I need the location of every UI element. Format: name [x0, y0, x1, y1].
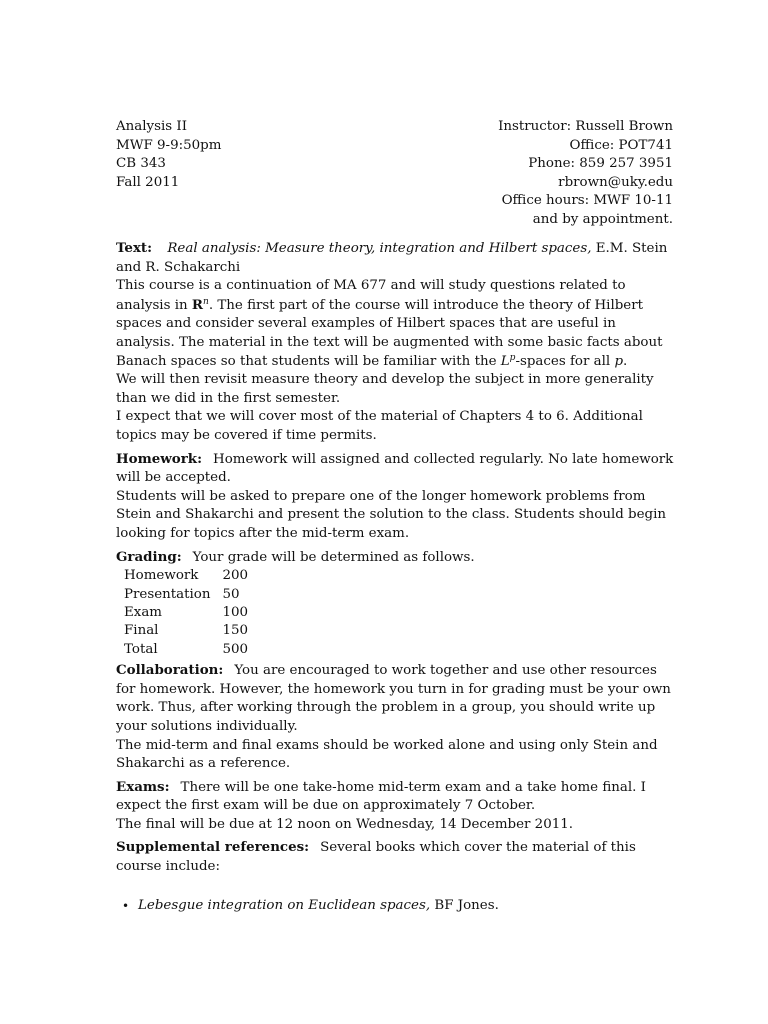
homework-heading: Homework:	[116, 450, 203, 467]
supplemental-heading: Supplemental references:	[116, 839, 310, 856]
supplemental-intro: Several books which cover the material of this course include:	[116, 840, 636, 875]
final-exam-paragraph: The final will be due at 12 noon on Wednesday, 14 December 2011.	[116, 816, 574, 832]
collaboration-section	[116, 661, 676, 774]
description-part: .	[623, 353, 628, 369]
course-term: Fall 2011	[116, 174, 180, 190]
exam-rules-paragraph: The mid-term and final exams should be worked alone and using only Stein and Shakarchi as a reference.	[116, 737, 658, 772]
dimension-exponent: n	[203, 296, 209, 307]
reference-title: Lebesgue integration on Euclidean spaces,	[138, 897, 431, 913]
grading-paragraph	[116, 548, 676, 568]
homework-paragraph	[116, 450, 676, 488]
p-variable: p	[614, 353, 624, 369]
course-name: Analysis II	[116, 119, 187, 134]
text-paragraph	[116, 239, 676, 277]
grading-item-label: Presentation	[124, 586, 211, 602]
grading-item-label: Final	[124, 623, 159, 639]
measure-theory-paragraph: We will then revisit measure theory and develop the subject in more generality than we did in the first semester.	[116, 372, 654, 406]
grading-table	[118, 567, 254, 659]
presentation-paragraph: Students will be asked to prepare one of the longer homework problems from Stein and Shakarchi and present the solution to the class. Students should begin looking for topics after the mid-term exam.	[116, 488, 667, 541]
course-room: CB 343	[116, 156, 166, 172]
exams-heading: Exams:	[116, 778, 170, 795]
grading-row	[118, 567, 254, 585]
list-item	[122, 897, 676, 916]
text-section	[116, 239, 676, 446]
exams-text: There will be one take-home mid-term exam and a take home final. I expect the first exam will be due on approximately 7 October.	[116, 779, 646, 814]
grading-row	[118, 641, 254, 659]
grading-row	[118, 604, 254, 622]
textbook-title: Real analysis: Measure theory, integration and Hilbert spaces,	[167, 241, 592, 256]
grading-item-points: 500	[222, 641, 249, 657]
instructor-phone: Phone: 859 257 3951	[528, 156, 673, 172]
grading-item-points: 200	[222, 568, 249, 584]
exams-paragraph	[116, 778, 676, 816]
grading-section	[116, 548, 676, 660]
lp-exponent: p	[509, 352, 516, 363]
reference-author: BF Jones.	[434, 897, 499, 913]
grading-item-label: Total	[124, 641, 158, 657]
grading-item-points: 50	[222, 586, 240, 602]
office-hours: Office hours: MWF 10-11	[501, 193, 673, 209]
real-space-symbol: R	[191, 296, 204, 313]
instructor-office: Office: POT741	[569, 137, 673, 153]
collaboration-text: You are encouraged to work together and use other resources for homework. However, the homework you turn in for grading must be your own work. Thus, after working through the problem in a group, you should write up your solutions individually.	[116, 663, 671, 734]
syllabus-body	[116, 239, 676, 915]
lp-symbol: L	[500, 353, 510, 369]
supplemental-paragraph	[116, 838, 676, 876]
grading-row	[118, 622, 254, 640]
description-part: This course is a continuation of MA 677 and will study questions related to analysis in	[116, 278, 626, 313]
instructor-info	[498, 118, 673, 230]
grading-item-points: 150	[222, 623, 249, 639]
textbook-authors: E.M. Stein and R. Schakarchi	[116, 241, 668, 275]
office-hours-appointment: and by appointment.	[532, 211, 673, 227]
course-info	[116, 118, 221, 192]
grading-intro: Your grade will be determined as follows.	[192, 549, 475, 565]
description-part: . The first part of the course will introduce the theory of Hilbert spaces and consider several examples of Hilbert spaces that are useful in analysis. The material in the text will be augmented with some basic facts about Banach spaces so that students will be familiar with the	[116, 297, 663, 369]
chapters-paragraph: I expect that we will cover most of the material of Chapters 4 to 6. Additional topics may be covered if time permits.	[116, 409, 643, 443]
grading-item-label: Homework	[124, 568, 199, 584]
course-description	[116, 277, 676, 371]
instructor-email: rbrown@uky.edu	[558, 174, 673, 190]
collaboration-paragraph	[116, 661, 676, 736]
course-schedule: MWF 9-9:50pm	[116, 137, 222, 153]
homework-text: Homework will assigned and collected regularly. No late homework will be accepted.	[116, 451, 674, 486]
grading-item-points: 100	[222, 604, 249, 620]
supplemental-section	[116, 838, 676, 915]
exams-section	[116, 778, 676, 835]
grading-heading: Grading:	[116, 548, 182, 565]
homework-section	[116, 450, 676, 544]
reference-list	[116, 897, 676, 916]
bullet-icon: •	[122, 898, 130, 913]
instructor-name: Instructor: Russell Brown	[498, 119, 673, 134]
collaboration-heading: Collaboration:	[116, 662, 224, 679]
grading-item-label: Exam	[124, 604, 163, 620]
grading-row	[118, 586, 254, 604]
text-heading: Text:	[116, 240, 153, 256]
description-part: -spaces for all	[515, 353, 615, 369]
